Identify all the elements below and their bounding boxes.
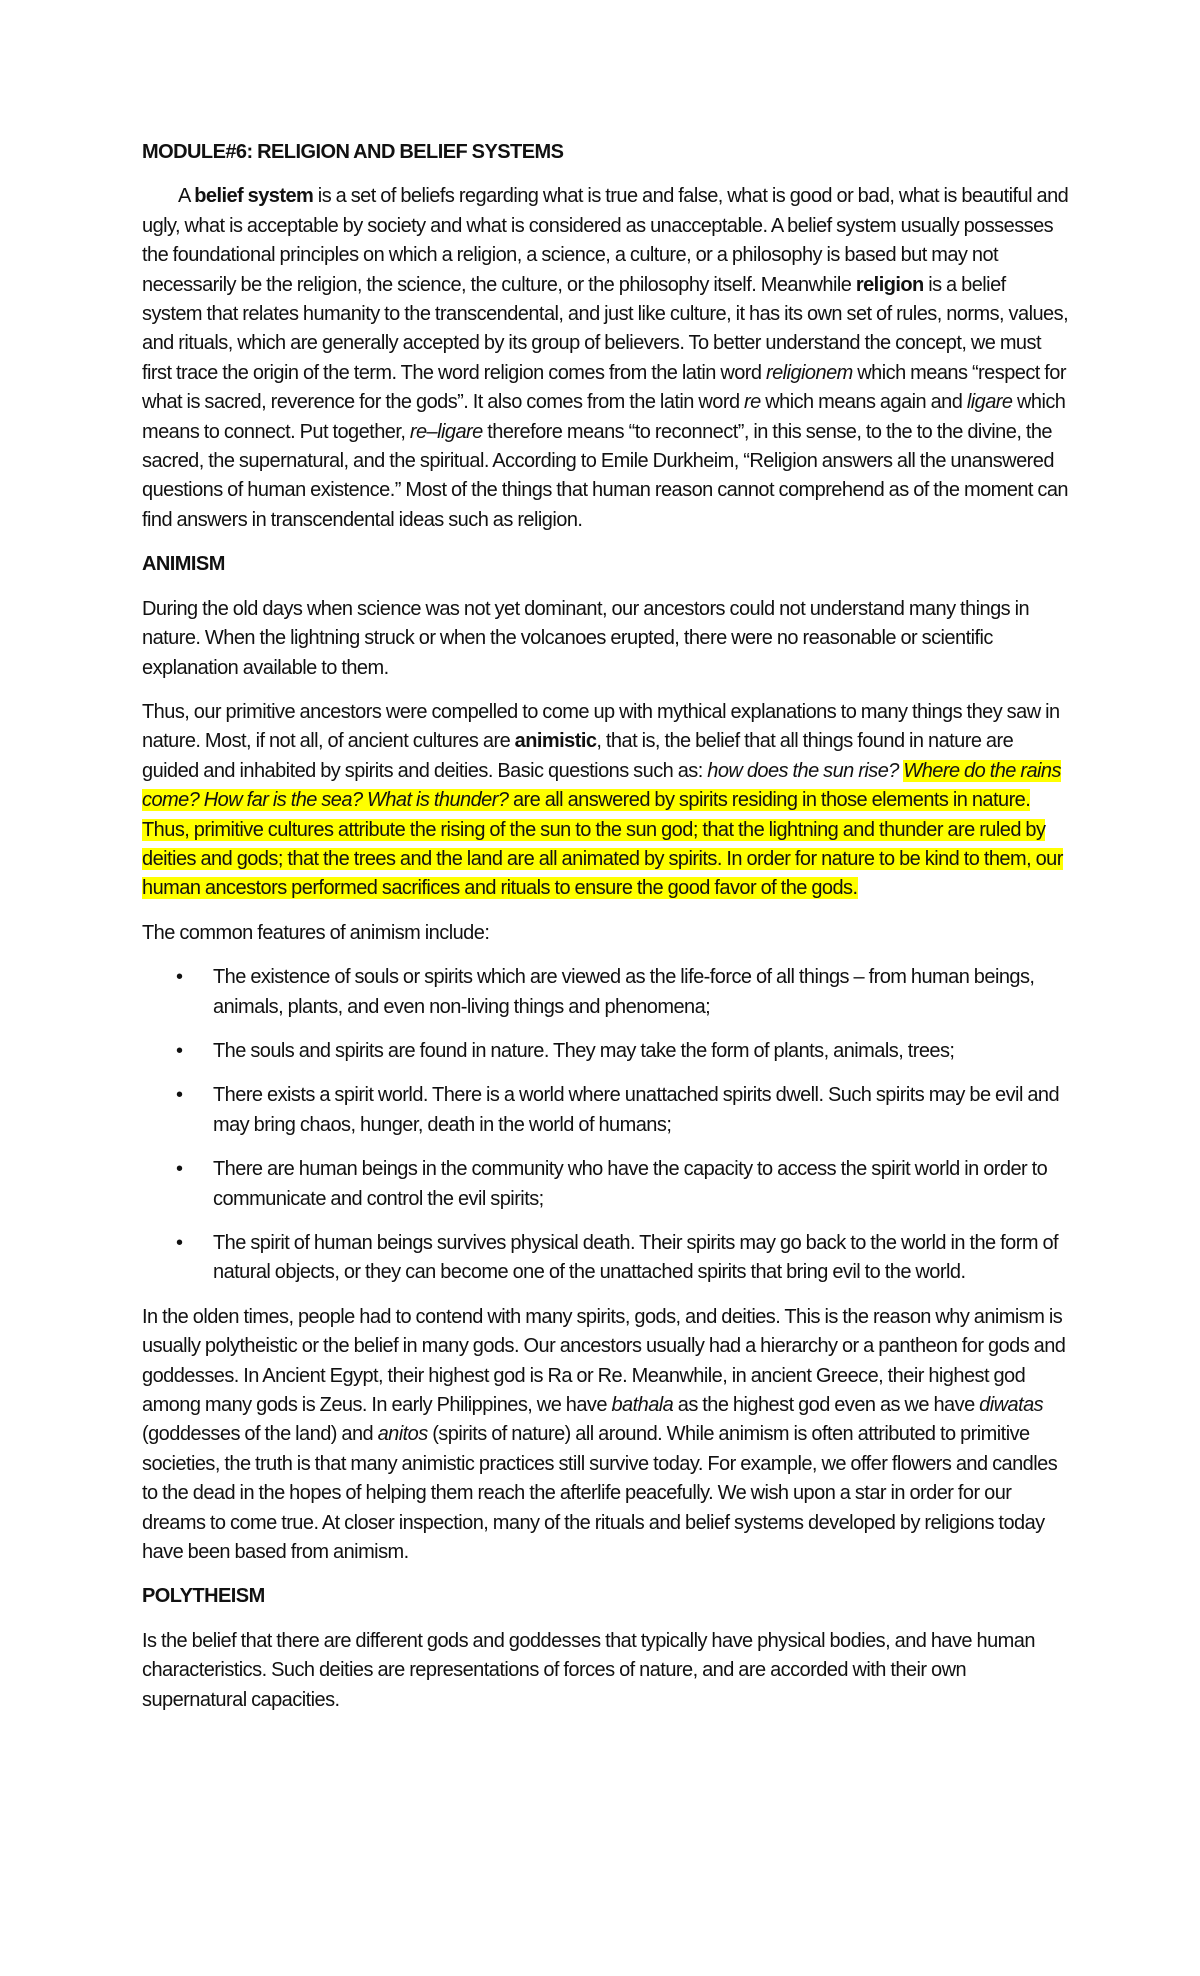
animism-features-list	[142, 963, 1070, 1288]
list-item-text: There are human beings in the community who have the capacity to access the spirit world in order to communicate and control the evil spirits;	[213, 1158, 1048, 1210]
features-intro: The common features of animism include:	[142, 921, 490, 944]
intro-text: which means “respect for what is sacred, reverence for the gods”. It also comes from the latin word	[142, 361, 1066, 414]
term-ligare: ligare	[966, 391, 1013, 414]
term-anitos: anitos	[377, 1423, 428, 1446]
list-item	[142, 1037, 1070, 1066]
list-item	[142, 963, 1070, 1022]
list-item-text: The souls and spirits are found in nature. They may take the form of plants, animals, trees;	[213, 1039, 955, 1062]
term-re-ligare: re–ligare	[409, 420, 483, 443]
term-religion: religion	[855, 273, 924, 296]
module-title: MODULE#6: RELIGION AND BELIEF SYSTEMS	[142, 141, 564, 163]
animism-text: as the highest god even as we have	[673, 1394, 980, 1417]
bullet-icon: •	[176, 1084, 183, 1107]
animism-text: , that is, the belief that all things found in nature are guided and inhabited by spirits and deities. Basic questions such as:	[142, 730, 1014, 782]
list-item	[142, 1229, 1070, 1288]
animism-text: In the olden times, people had to contend with many spirits, gods, and deities. This is the reason why animism is usually polytheistic or the belief in many gods. Our ancestors usually had a hierarchy or a pantheon for gods and goddesses. In Ancient Egypt, their highest god is Ra or Re. Meanwhile, in ancient Greece, their highest god among many gods is Zeus. In early Philippines, we have	[142, 1305, 1066, 1417]
list-item-text: The existence of souls or spirits which are viewed as the life-force of all things – from human beings, animals, plants, and even non-living things and phenomena;	[213, 966, 1035, 1018]
bullet-icon: •	[176, 966, 183, 989]
question-text: how does the sun rise?	[707, 759, 904, 782]
highlighted-text: are all answered by spirits residing in those elements in nature. Thus, primitive cultures attribute the rising of the sun to the sun god; that the lightning and thunder are ruled by deities and gods; that the trees and the land are all animated by spirits. In order for nature to be kind to them, our human ancestors performed sacrifices and rituals to ensure the good favor of the gods.	[142, 789, 1063, 900]
list-item-text: The spirit of human beings survives physical death. Their spirits may go back to the world in the form of natural objects, or they can become one of the unattached spirits that bring evil to the world.	[213, 1232, 1059, 1284]
term-animistic: animistic	[514, 730, 597, 753]
term-diwatas: diwatas	[979, 1394, 1044, 1417]
highlighted-questions: Where do the rains come? How far is the sea? What is thunder?	[142, 759, 1061, 812]
bullet-icon: •	[176, 1039, 183, 1062]
intro-text: which means to connect. Put together,	[142, 391, 1066, 443]
animism-text: (spirits of nature) all around. While animism is often attributed to primitive societies, the truth is that many animistic practices still survive today. For example, we offer flowers and candles to the dead in the hopes of helping them reach the afterlife peacefully. We wish upon a star in order for our dreams to come true. At closer inspection, many of the rituals and belief systems developed by religions today have been based from animism.	[142, 1423, 1058, 1564]
list-item-text: There exists a spirit world. There is a world where unattached spirits dwell. Such spirits may be evil and may bring chaos, hunger, death in the world of humans;	[213, 1084, 1060, 1136]
intro-text: A	[178, 185, 195, 208]
polytheism-paragraph-1: Is the belief that there are different gods and goddesses that typically have physical bodies, and have human characteristics. Such deities are representations of forces of nature, and are accorded with their own supernatural capacities.	[142, 1629, 1035, 1711]
bullet-icon: •	[176, 1232, 183, 1254]
term-bathala: bathala	[611, 1394, 674, 1417]
polytheism-heading: POLYTHEISM	[142, 1585, 265, 1608]
term-re: re	[744, 391, 761, 414]
intro-text: is a belief system that relates humanity to the transcendental, and just like culture, it has its own set of rules, norms, values, and rituals, which are generally accepted by its group of believers. To better understand the concept, we must first trace the origin of the term. The word religion comes from the latin word	[142, 273, 1069, 384]
intro-text: which means again and	[760, 391, 967, 414]
term-religionem: religionem	[765, 361, 853, 384]
intro-text: is a set of beliefs regarding what is true and false, what is good or bad, what is beautiful and ugly, what is acceptable by society and what is considered as unacceptable. A belief system usually possesses the foundational principles on which a religion, a science, a culture, or a philosophy is based but may not necessarily be the religion, the science, the culture, or the philosophy itself. Meanwhile	[142, 185, 1069, 296]
intro-text: therefore means “to reconnect”, in this sense, to the to the divine, the sacred, the supernatural, and the spiritual. According to Emile Durkheim, “Religion answers all the unanswered questions of human existence.” Most of the things that human reason cannot comprehend as of the moment can find answers in transcendental ideas such as religion.	[142, 420, 1069, 531]
animism-paragraph-3	[142, 1303, 1070, 1568]
intro-paragraph	[142, 182, 1070, 535]
bullet-icon: •	[176, 1158, 183, 1181]
animism-paragraph-2	[142, 698, 1070, 904]
term-belief-system: belief system	[194, 185, 314, 208]
list-item	[142, 1155, 1070, 1214]
animism-paragraph-1: During the old days when science was not yet dominant, our ancestors could not understand many things in nature. When the lightning struck or when the volcanoes erupted, there were no reasonable or scientific explanation available to them.	[142, 597, 1030, 679]
animism-heading: ANIMISM	[142, 553, 225, 576]
animism-text: Thus, our primitive ancestors were compelled to come up with mythical explanations to many things they saw in nature. Most, if not all, of ancient cultures are	[142, 700, 1060, 753]
animism-text: (goddesses of the land) and	[142, 1423, 378, 1446]
list-item	[142, 1081, 1070, 1140]
document-page	[142, 138, 1070, 1730]
